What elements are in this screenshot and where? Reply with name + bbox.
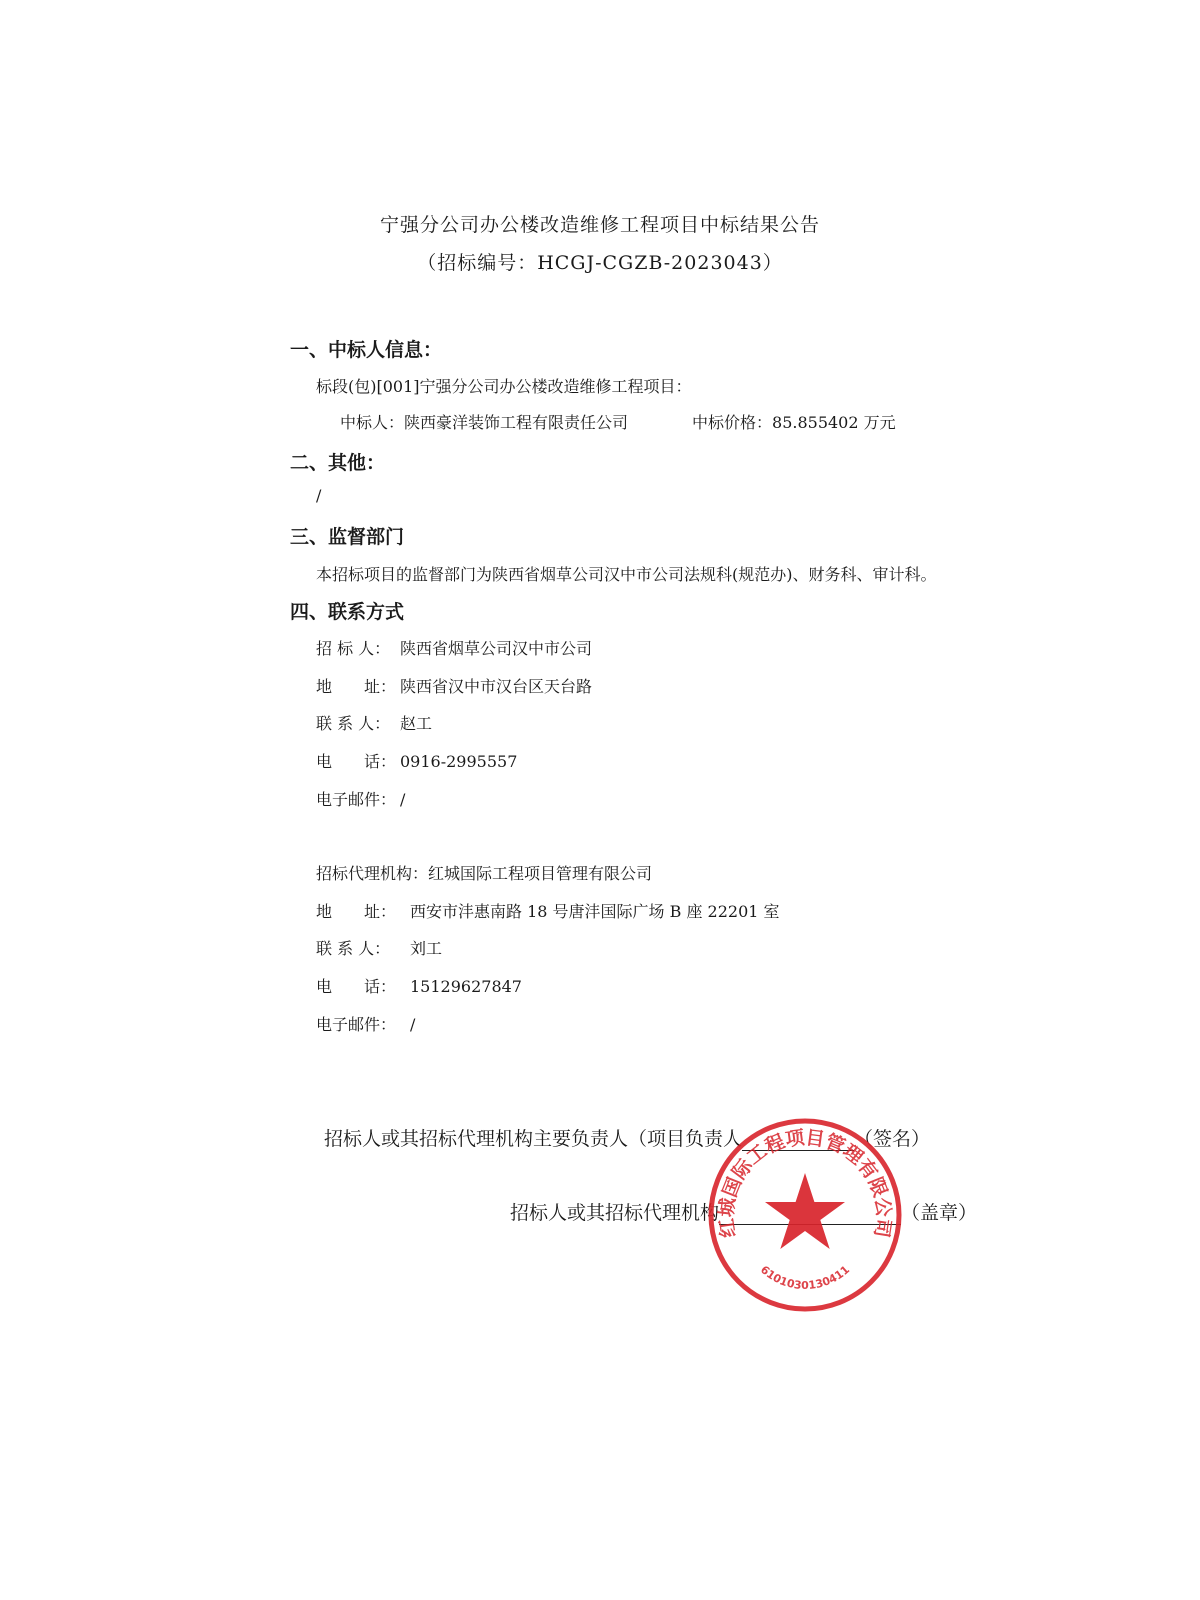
tenderer-phone-label: 电 话： <box>316 752 397 771</box>
agent-email-label: 电子邮件： <box>316 1015 397 1034</box>
agent-name-row <box>316 861 652 884</box>
agent-email-row <box>316 1012 415 1035</box>
seal-org-text: 红城国际工程项目管理有限公司 <box>715 1126 895 1240</box>
tenderer-phone-value: 0916-2995557 <box>400 752 518 771</box>
section3-content: 本招标项目的监督部门为陕西省烟草公司汉中市公司法规科(规范办)、财务科、审计科。 <box>316 565 937 584</box>
agent-contact-label: 联 系 人： <box>316 939 391 958</box>
tenderer-contact-row <box>316 711 432 734</box>
winner-label: 中标人： <box>340 413 405 432</box>
seal-code: 6101030130411 <box>757 1263 853 1293</box>
tenderer-email-value: / <box>400 790 406 809</box>
bid-number: （招标编号：HCGJ-CGZB-2023043） <box>417 252 783 274</box>
tenderer-name-value: 陕西省烟草公司汉中市公司 <box>400 639 593 658</box>
agent-contact-row <box>316 936 442 959</box>
tenderer-email-label: 电子邮件： <box>316 790 397 809</box>
tenderer-phone-row <box>316 749 517 772</box>
agent-phone-row <box>316 974 522 997</box>
agent-email-value: / <box>410 1015 416 1034</box>
stamp-line-text: 招标人或其招标代理机构 <box>510 1202 720 1224</box>
winner-row <box>340 410 628 433</box>
tenderer-address-label: 地 址： <box>316 677 397 696</box>
price-value: 85.855402 万元 <box>772 413 896 432</box>
seal-graphic <box>705 1115 905 1315</box>
tenderer-contact-label: 联 系 人： <box>316 714 391 733</box>
agent-address-row <box>316 899 780 922</box>
section4-heading: 四、联系方式 <box>290 601 405 623</box>
agent-contact-value: 刘工 <box>410 939 443 958</box>
tenderer-name-row <box>316 636 592 659</box>
agent-phone-label: 电 话： <box>316 977 397 996</box>
agent-address-label: 地 址： <box>316 902 397 921</box>
agent-phone-value: 15129627847 <box>410 977 522 996</box>
section1-heading: 一、中标人信息： <box>290 339 443 361</box>
section3-heading: 三、监督部门 <box>290 526 405 548</box>
lot-line: 标段(包)[001]宁强分公司办公楼改造维修工程项目： <box>316 377 692 396</box>
price-row <box>692 410 896 433</box>
winner-value: 陕西豪洋装饰工程有限责任公司 <box>404 413 629 432</box>
section2-content: / <box>316 486 322 505</box>
tenderer-contact-value: 赵工 <box>400 714 433 733</box>
official-seal <box>705 1115 905 1315</box>
signature-line-text: 招标人或其招标代理机构主要负责人（项目负责人 <box>324 1128 743 1150</box>
svg-text:6101030130411 <box>758 1263 852 1292</box>
price-label: 中标价格： <box>692 413 773 432</box>
document-title: 宁强分公司办公楼改造维修工程项目中标结果公告 <box>379 214 820 236</box>
tenderer-email-row <box>316 787 405 810</box>
agent-address-value: 西安市沣惠南路 18 号唐沣国际广场 B 座 22201 室 <box>410 902 780 921</box>
tenderer-address-value: 陕西省汉中市汉台区天台路 <box>400 677 593 696</box>
tenderer-name-label: 招 标 人： <box>316 639 391 658</box>
stamp-suffix: （盖章） <box>901 1202 978 1224</box>
agent-name-value: 红城国际工程项目管理有限公司 <box>428 864 653 883</box>
seal-star-icon <box>765 1173 845 1249</box>
section2-heading: 二、其他： <box>290 452 386 474</box>
tenderer-address-row <box>316 674 592 697</box>
agent-name-label: 招标代理机构： <box>316 864 429 883</box>
signature-suffix: （签名） <box>854 1128 931 1150</box>
